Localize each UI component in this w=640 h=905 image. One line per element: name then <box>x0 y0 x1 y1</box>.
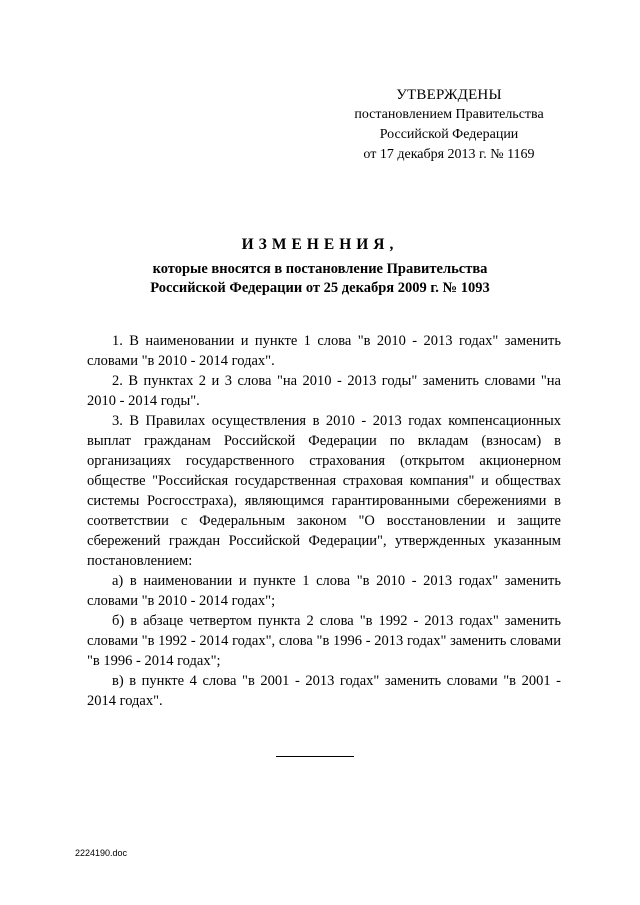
document-title: ИЗМЕНЕНИЯ, <box>241 236 399 253</box>
approval-line-1: постановлением Правительства <box>354 107 544 122</box>
approval-line-3: от 17 декабря 2013 г. № 1169 <box>363 147 535 162</box>
paragraph-3: 3. В Правилах осуществления в 2010 - 2013 годах компенсационных выплат гражданам Российской Федерации по вкладам (взносам) в организациях государственного страхования (открытом акционерном обществе "Российская государственная страховая компания" и обществах системы Росгосстраха), являющимся гарантированными сбережениями в соответствии с Федеральным законом "О восстановлении и защите сбережений граждан Российской Федерации", утвержденных указанным постановлением: <box>87 413 561 569</box>
document-subtitle <box>0 260 640 298</box>
paragraph-3c: в) в пункте 4 слова "в 2001 - 2013 годах" заменить словами "в 2001 - 2014 годах". <box>87 673 561 709</box>
document-body <box>87 331 561 711</box>
subtitle-line-1: которые вносятся в постановление Правительства <box>152 261 488 277</box>
paragraph-1: 1. В наименовании и пункте 1 слова "в 2010 - 2013 годах" заменить словами "в 2010 - 2014 годах". <box>87 333 561 369</box>
subtitle-line-2: Российской Федерации от 25 декабря 2009 г. № 1093 <box>150 280 490 296</box>
paragraph-3b: б) в абзаце четвертом пункта 2 слова "в 1992 - 2013 годах" заменить словами "в 1992 - 2014 годах", слова "в 1996 - 2013 годах" заменить словами "в 1996 - 2014 годах"; <box>87 613 561 669</box>
approval-heading: УТВЕРЖДЕНЫ <box>396 87 502 103</box>
end-divider <box>276 756 354 757</box>
paragraph-2: 2. В пунктах 2 и 3 слова "на 2010 - 2013 годы" заменить словами "на 2010 - 2014 годы". <box>87 373 561 409</box>
paragraph-3a: а) в наименовании и пункте 1 слова "в 2010 - 2013 годах" заменить словами "в 2010 - 2014 годах"; <box>87 573 561 609</box>
approval-line-2: Российской Федерации <box>379 127 519 142</box>
file-name-footer: 2224190.doc <box>75 848 128 858</box>
approval-block <box>330 85 568 165</box>
